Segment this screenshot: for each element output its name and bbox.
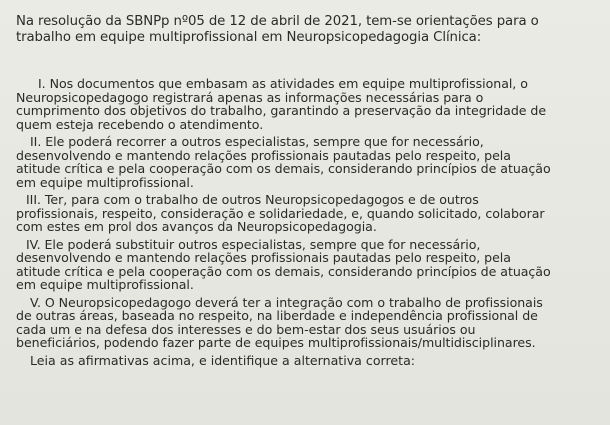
statement-line: cada um e na defesa dos interesses e do bem-estar dos seus usuários ou — [16, 321, 476, 337]
statement-line: III. Ter, para com o trabalho de outros Neuropsicopedagogos e de outros — [26, 192, 479, 207]
statement-line: atitude crítica e pela cooperação com os demais, considerando princípios de atuação — [16, 161, 551, 176]
statement-line: IV. Ele poderá substituir outros especialistas, sempre que for necessário, — [26, 236, 481, 252]
statement-line: em equipe multiprofissional. — [16, 277, 194, 292]
question-intro — [16, 14, 594, 46]
statement-line: Neuropsicopedagogo registrará apenas as informações necessárias para o — [16, 89, 484, 105]
statement-line: desenvolvendo e mantendo relações profissionais pautadas pelo respeito, pela — [16, 250, 511, 265]
statement-i — [16, 77, 594, 131]
intro-line: trabalho em equipe multiprofissional em Neuropsicopedagogia Clínica: — [16, 30, 482, 45]
statement-line: profissionais, respeito, consideração e solidariedade, e, quando solicitado, colaborar — [16, 205, 545, 221]
statement-line: com estes em prol dos avanços da Neuropsicopedagogia. — [16, 219, 377, 234]
statement-line: cumprimento dos objetivos do trabalho, garantindo a preservação da integridade de — [16, 103, 547, 118]
statement-v — [16, 296, 594, 350]
statement-line: desenvolvendo e mantendo relações profissionais pautadas pelo respeito, pela — [16, 147, 511, 163]
statement-line: em equipe multiprofissional. — [16, 174, 194, 190]
statement-line: beneficiários, podendo fazer parte de equipes multiprofissionais/multidisciplinares. — [16, 335, 536, 350]
statement-line: de outras áreas, baseada no respeito, na liberdade e independência profissional de — [16, 308, 538, 323]
statement-iv — [16, 238, 594, 292]
statement-line: II. Ele poderá recorrer a outros especialistas, sempre que for necessário, — [30, 134, 484, 149]
statement-line: V. O Neuropsicopedagogo deverá ter a integração com o trabalho de profissionais — [30, 294, 543, 310]
statement-line: I. Nos documentos que embasam as atividades em equipe multiprofissional, o — [38, 76, 528, 91]
question-instruction: Leia as afirmativas acima, e identifique a alternativa correta: — [30, 352, 416, 368]
statement-line: quem esteja recebendo o atendimento. — [16, 116, 264, 132]
intro-line: Na resolução da SBNPp nº05 de 12 de abril de 2021, tem-se orientações para o — [16, 14, 539, 29]
statement-ii — [16, 135, 594, 189]
statement-iii — [16, 193, 594, 234]
statement-line: atitude crítica e pela cooperação com os demais, considerando princípios de atuação — [16, 263, 551, 279]
